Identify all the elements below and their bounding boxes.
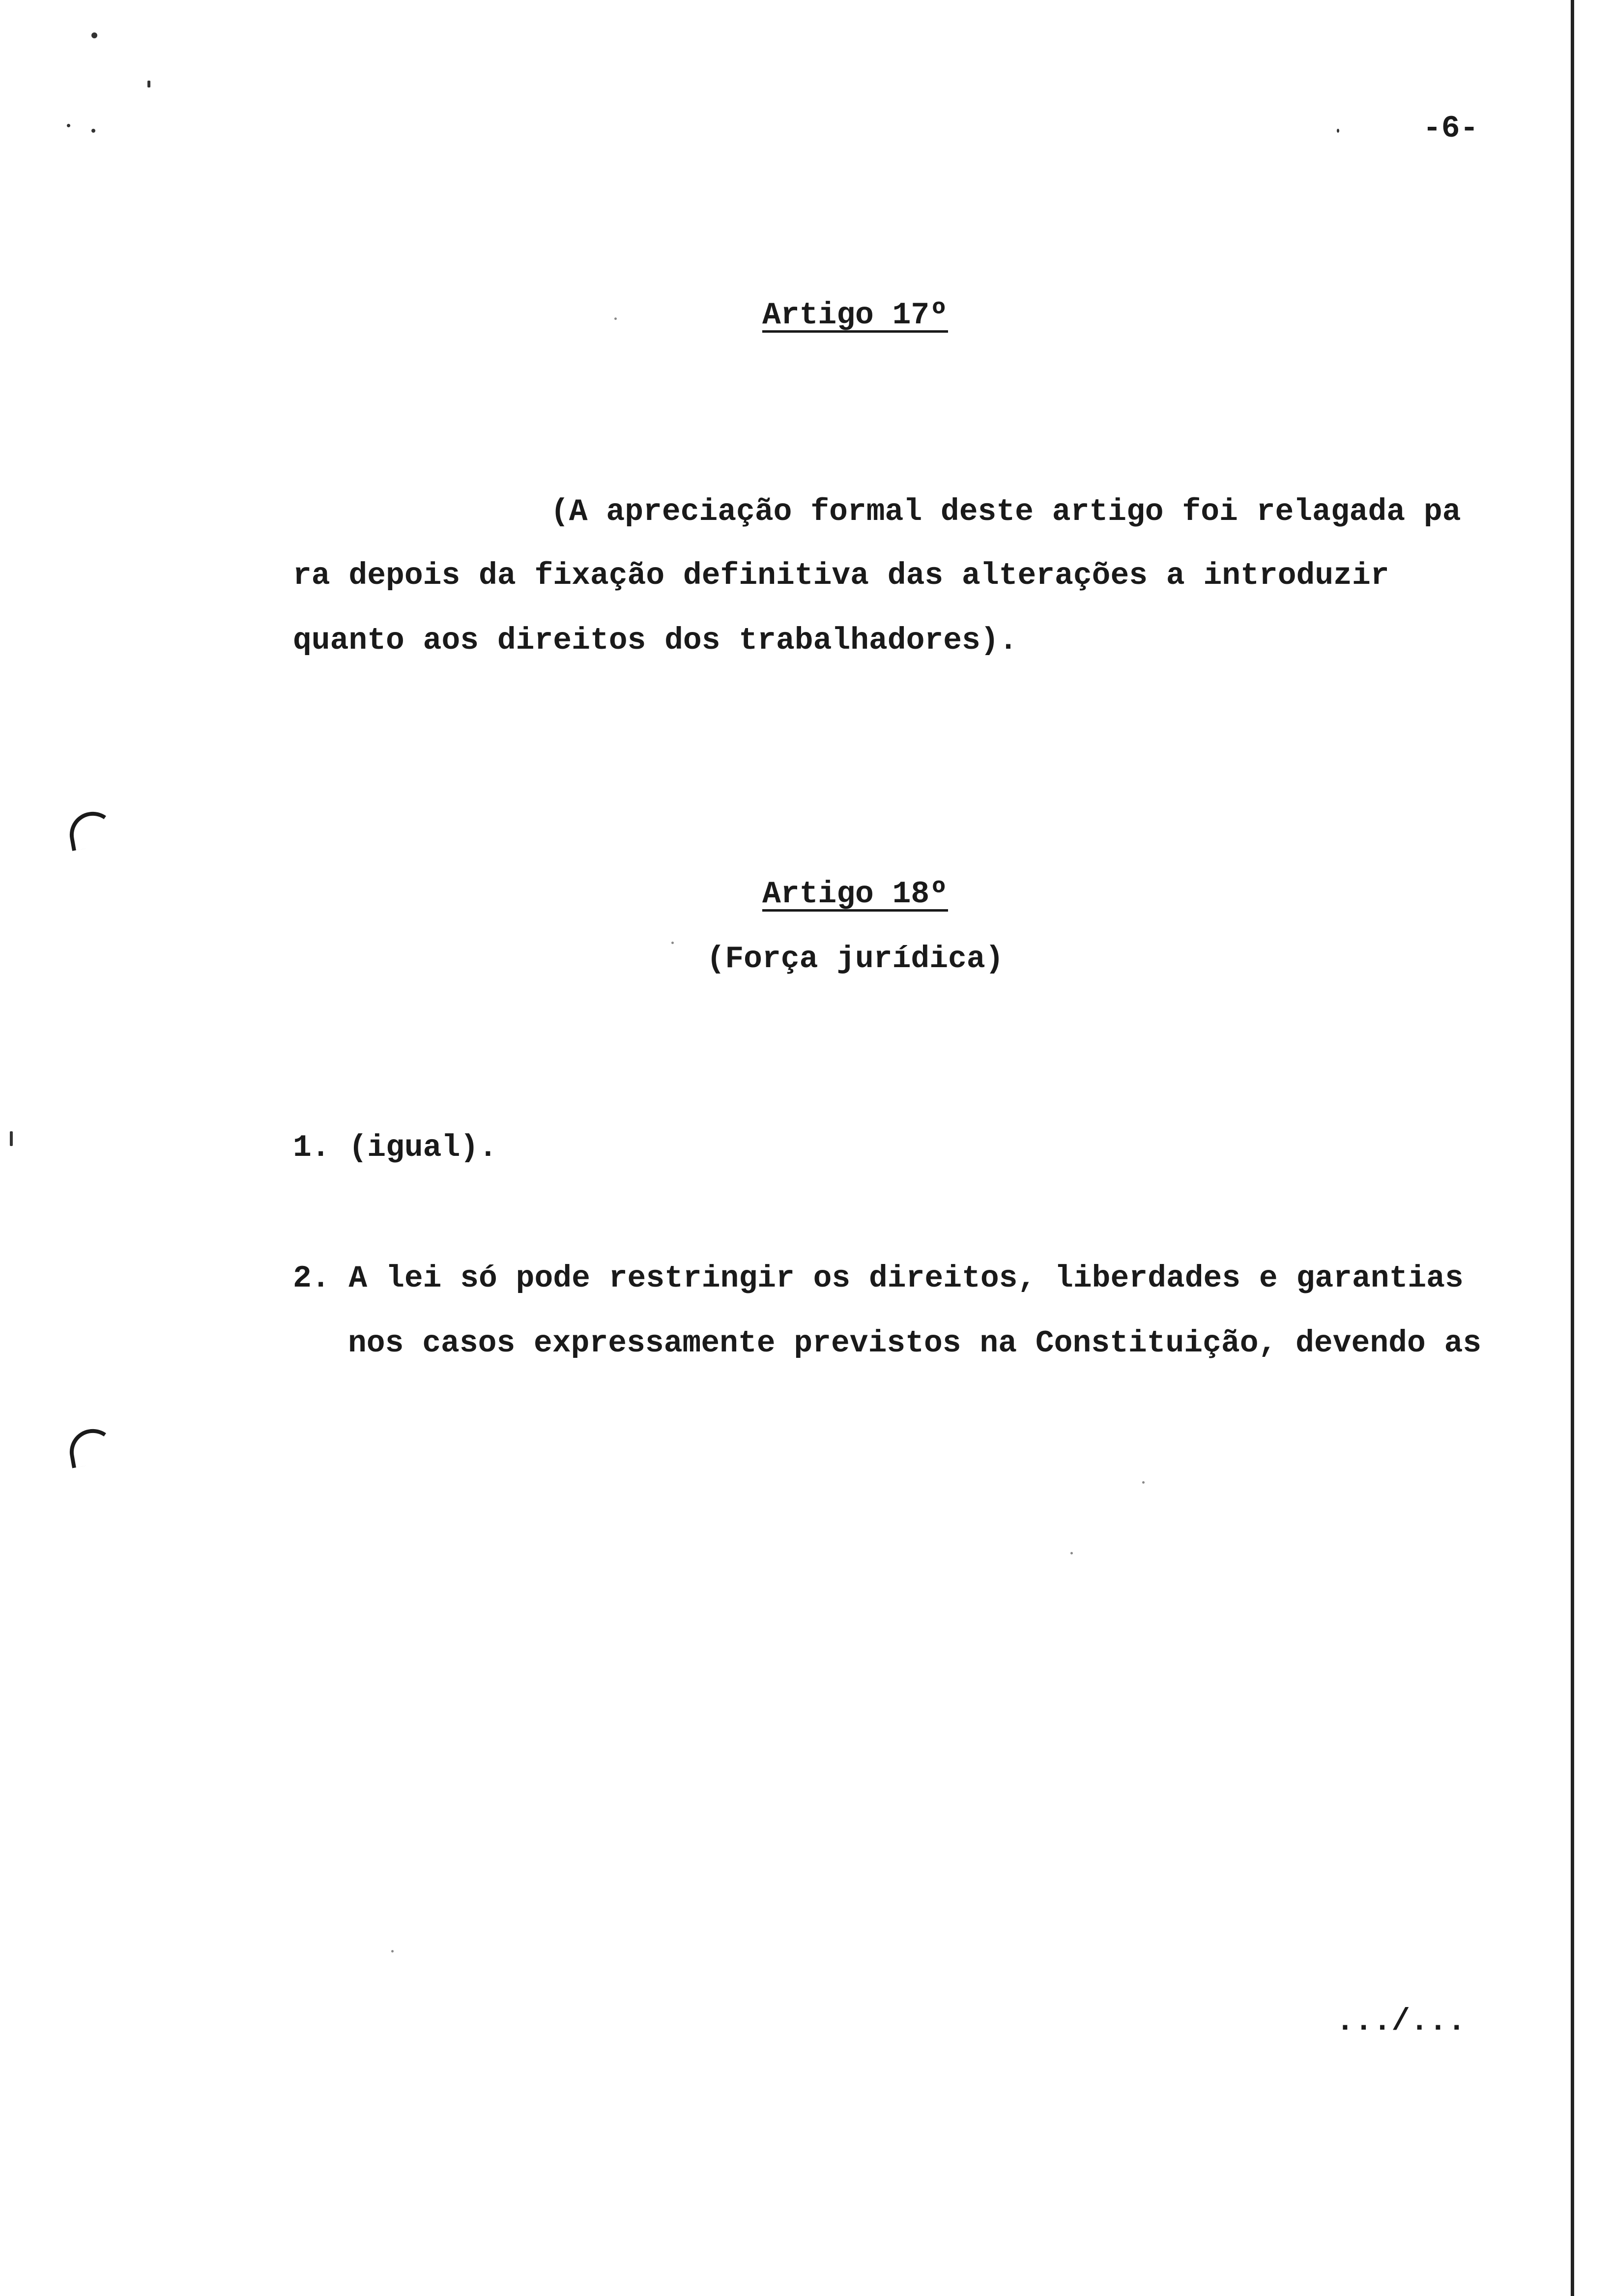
article-18-item-2-line-2: nos casos expressamente previstos na Constituição, devendo as <box>348 1326 1482 1361</box>
page-number: -6- <box>1423 111 1479 146</box>
article-18-title: Artigo 18º <box>762 877 949 912</box>
scan-speck <box>147 81 150 87</box>
page-edge-rule <box>1571 0 1574 2296</box>
scan-speck <box>91 129 95 133</box>
scan-speck <box>1142 1481 1145 1484</box>
article-17-title: Artigo 17º <box>762 298 949 333</box>
continuation-mark: .../... <box>1336 2004 1466 2039</box>
scan-speck <box>1337 129 1339 133</box>
scan-speck <box>1070 1552 1073 1554</box>
article-18-item-2-line-1: 2. A lei só pode restringir os direitos, liberdades e garantias <box>293 1261 1464 1296</box>
scan-speck <box>10 1131 13 1146</box>
scan-speck <box>614 317 617 320</box>
scan-speck <box>91 32 97 38</box>
article-17-paragraph-line-1: (A apreciação formal deste artigo foi relagada pa <box>550 494 1461 529</box>
article-17-paragraph-line-3: quanto aos direitos dos trabalhadores). <box>293 623 1018 658</box>
binder-hole-mark <box>66 1425 117 1468</box>
binder-hole-mark <box>66 808 117 851</box>
article-17-paragraph-line-2: ra depois da fixação definitiva das alterações a introduzir <box>293 558 1389 593</box>
scan-speck <box>67 124 70 127</box>
article-18-subtitle: (Força jurídica) <box>706 942 1004 976</box>
article-18-item-1: 1. (igual). <box>293 1130 497 1165</box>
scan-speck <box>391 1950 394 1952</box>
